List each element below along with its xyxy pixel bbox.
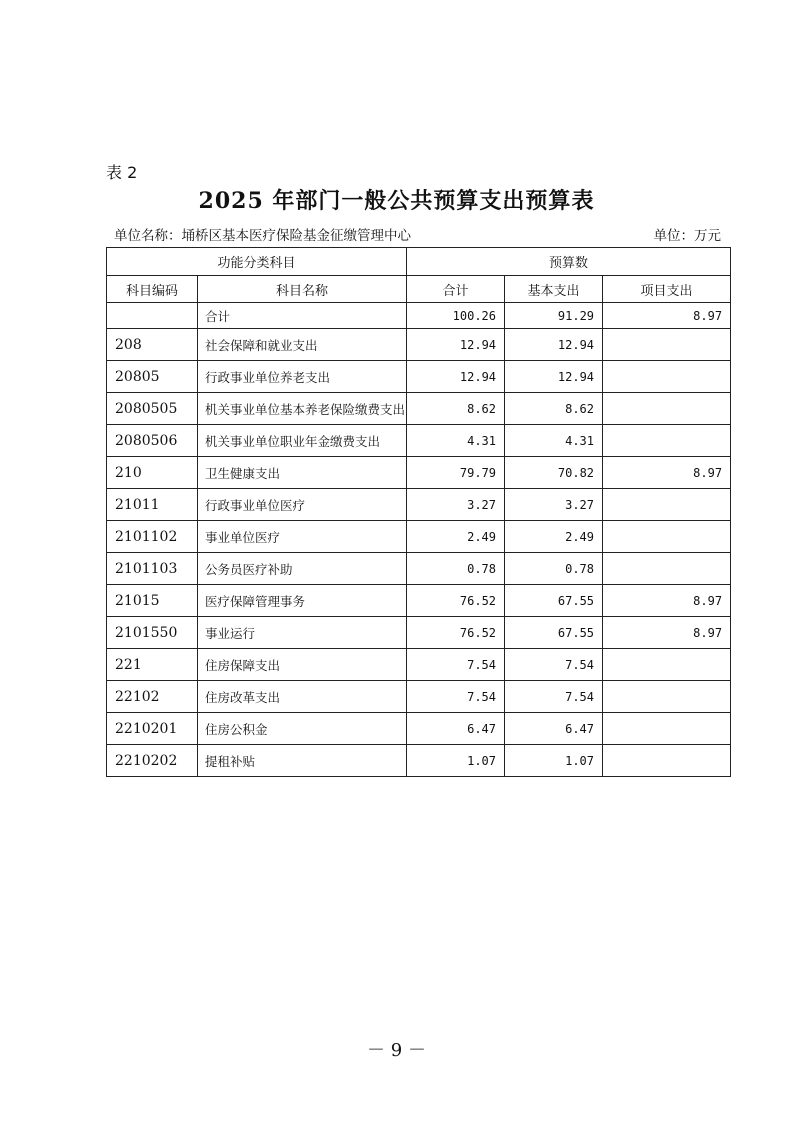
table-row: [107, 457, 731, 489]
row-basic-cell: 12.94: [505, 361, 603, 393]
row-name-cell: 事业单位医疗: [198, 521, 407, 553]
row-code-cell: 21015: [107, 585, 198, 617]
row-project-cell: [603, 681, 731, 713]
row-project-cell: [603, 745, 731, 777]
row-total-cell: 6.47: [407, 713, 505, 745]
row-name-cell: 卫生健康支出: [198, 457, 407, 489]
unit-name-label: 单位名称：埇桥区基本医疗保险基金征缴管理中心: [114, 228, 411, 244]
row-basic-cell: 6.47: [505, 713, 603, 745]
row-code-cell: 2210201: [107, 713, 198, 745]
row-basic-cell: 3.27: [505, 489, 603, 521]
header-function-category: 功能分类科目: [107, 248, 407, 276]
row-total-cell: 4.31: [407, 425, 505, 457]
row-code-cell: 20805: [107, 361, 198, 393]
row-basic-cell: 7.54: [505, 649, 603, 681]
row-basic-cell: 67.55: [505, 617, 603, 649]
row-project-cell: [603, 521, 731, 553]
row-project-cell: [603, 489, 731, 521]
row-basic-cell: 8.62: [505, 393, 603, 425]
table-row: [107, 713, 731, 745]
row-total-cell: 12.94: [407, 329, 505, 361]
row-basic-cell: 7.54: [505, 681, 603, 713]
row-code-cell: 2210202: [107, 745, 198, 777]
table-label: 表 2: [106, 163, 138, 182]
row-basic-cell: 12.94: [505, 329, 603, 361]
table-row: [107, 745, 731, 777]
page-number: － 9 －: [367, 1040, 426, 1061]
row-code-cell: 221: [107, 649, 198, 681]
row-project-cell: [603, 425, 731, 457]
row-project-cell: 8.97: [603, 617, 731, 649]
row-name-cell: 住房保障支出: [198, 649, 407, 681]
unit-label: 单位：万元: [653, 228, 721, 244]
table-row: [107, 617, 731, 649]
header-basic-expense: 基本支出: [505, 276, 603, 303]
row-project-cell: [603, 553, 731, 585]
row-code-cell: 210: [107, 457, 198, 489]
table-row: [107, 553, 731, 585]
row-code-cell: 22102: [107, 681, 198, 713]
row-project-cell: [603, 713, 731, 745]
table-row: [107, 329, 731, 361]
row-total-cell: 12.94: [407, 361, 505, 393]
row-total-cell: 76.52: [407, 585, 505, 617]
row-project-cell: [603, 393, 731, 425]
table-row: [107, 425, 731, 457]
row-project-cell: [603, 329, 731, 361]
row-total-cell: 8.62: [407, 393, 505, 425]
header-subject-code: 科目编码: [107, 276, 198, 303]
row-code-cell: 208: [107, 329, 198, 361]
row-total-cell: 76.52: [407, 617, 505, 649]
row-name-cell: 机关事业单位基本养老保险缴费支出: [198, 393, 407, 425]
row-project-cell: [603, 361, 731, 393]
total-row: [107, 303, 731, 329]
total-project-cell: 8.97: [603, 303, 731, 329]
row-name-cell: 公务员医疗补助: [198, 553, 407, 585]
table-row: [107, 361, 731, 393]
row-project-cell: 8.97: [603, 457, 731, 489]
budget-table: [106, 247, 731, 777]
table-row: [107, 681, 731, 713]
table-row: [107, 393, 731, 425]
header-project-expense: 项目支出: [603, 276, 731, 303]
total-name-cell: 合计: [198, 303, 407, 329]
row-project-cell: 8.97: [603, 585, 731, 617]
row-name-cell: 社会保障和就业支出: [198, 329, 407, 361]
row-code-cell: 2101102: [107, 521, 198, 553]
row-name-cell: 行政事业单位养老支出: [198, 361, 407, 393]
row-code-cell: 2101550: [107, 617, 198, 649]
row-code-cell: 21011: [107, 489, 198, 521]
table-row: [107, 489, 731, 521]
row-code-cell: 2080505: [107, 393, 198, 425]
table-row: [107, 585, 731, 617]
total-code-cell: [107, 303, 198, 329]
row-name-cell: 机关事业单位职业年金缴费支出: [198, 425, 407, 457]
row-total-cell: 1.07: [407, 745, 505, 777]
row-basic-cell: 67.55: [505, 585, 603, 617]
row-name-cell: 提租补贴: [198, 745, 407, 777]
row-total-cell: 7.54: [407, 681, 505, 713]
row-total-cell: 0.78: [407, 553, 505, 585]
row-basic-cell: 4.31: [505, 425, 603, 457]
row-total-cell: 2.49: [407, 521, 505, 553]
row-total-cell: 79.79: [407, 457, 505, 489]
row-total-cell: 7.54: [407, 649, 505, 681]
total-total-cell: 100.26: [407, 303, 505, 329]
header-subject-name: 科目名称: [198, 276, 407, 303]
total-basic-cell: 91.29: [505, 303, 603, 329]
page-title: 2025 年部门一般公共预算支出预算表: [198, 188, 595, 214]
row-total-cell: 3.27: [407, 489, 505, 521]
header-total: 合计: [407, 276, 505, 303]
row-code-cell: 2101103: [107, 553, 198, 585]
row-basic-cell: 1.07: [505, 745, 603, 777]
row-name-cell: 事业运行: [198, 617, 407, 649]
row-name-cell: 住房公积金: [198, 713, 407, 745]
table-row: [107, 521, 731, 553]
row-project-cell: [603, 649, 731, 681]
row-basic-cell: 2.49: [505, 521, 603, 553]
row-code-cell: 2080506: [107, 425, 198, 457]
row-name-cell: 医疗保障管理事务: [198, 585, 407, 617]
row-basic-cell: 70.82: [505, 457, 603, 489]
header-budget-amount: 预算数: [407, 248, 731, 276]
row-basic-cell: 0.78: [505, 553, 603, 585]
row-name-cell: 行政事业单位医疗: [198, 489, 407, 521]
row-name-cell: 住房改革支出: [198, 681, 407, 713]
table-row: [107, 649, 731, 681]
